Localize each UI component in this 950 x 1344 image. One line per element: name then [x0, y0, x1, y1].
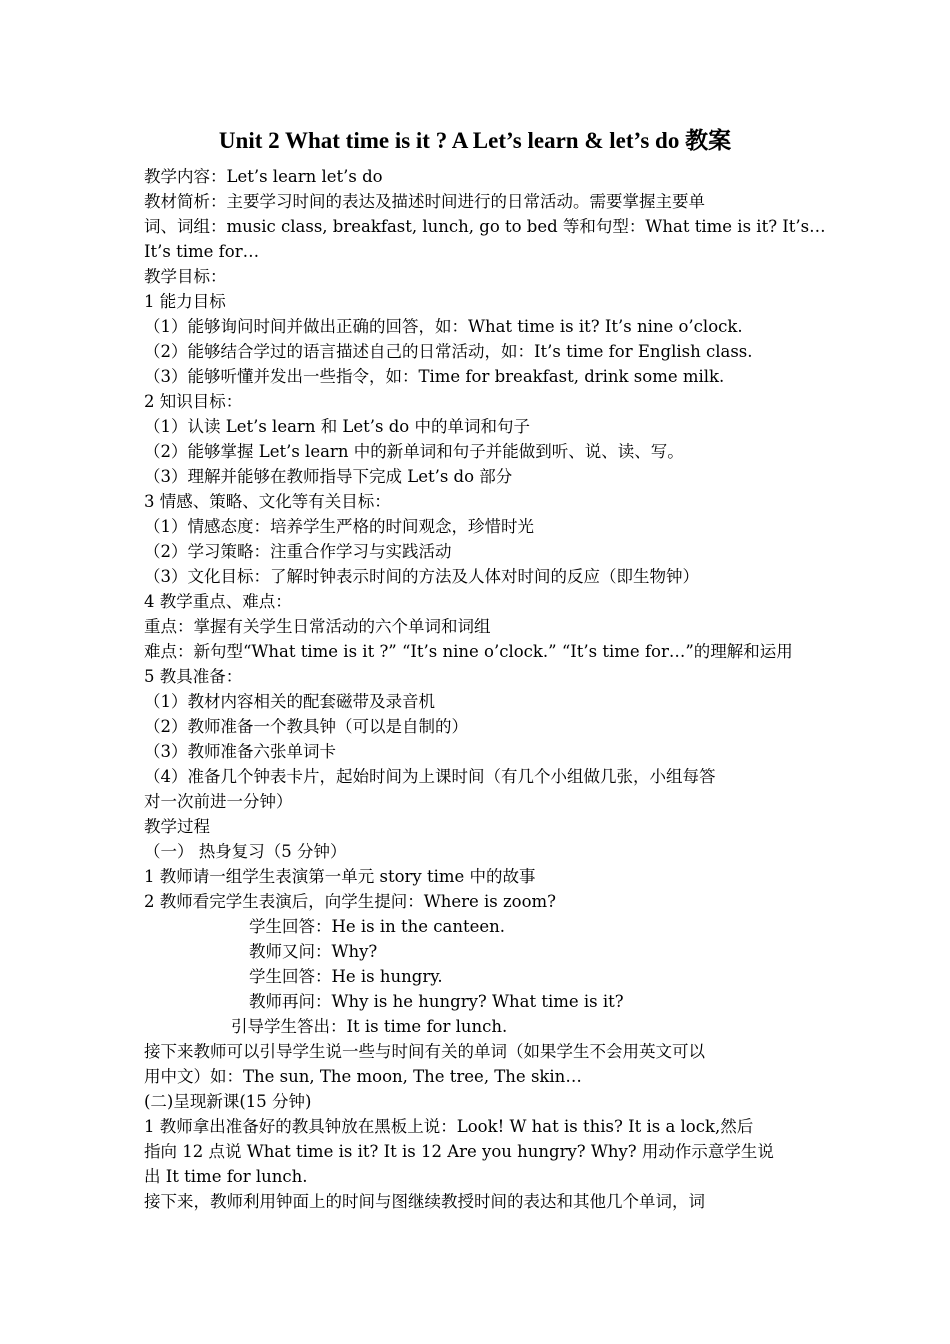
text-line: 教材简析：主要学习时间的表达及描述时间进行的日常活动。需要掌握主要单 [144, 192, 705, 211]
section-heading: 5 教具准备： [144, 667, 243, 686]
document-title: Unit 2 What time is it ? A Let’s learn & let’s do 教案 [218, 128, 732, 153]
section-heading: 教学过程 [144, 817, 210, 836]
text-line: 指向 12 点说 What time is it? It is 12 Are you hungry? Why? 用动作示意学生说 [144, 1142, 774, 1161]
text-line: 1 教师请一组学生表演第一单元 story time 中的故事 [144, 867, 536, 886]
text-line: 难点：新句型“What time is it ?” “It’s nine o’clock.” “It’s time for…”的理解和运用 [144, 642, 793, 661]
section-heading: 2 知识目标： [144, 392, 243, 411]
text-line: 2 教师看完学生表演后，向学生提问：Where is zoom? [144, 892, 557, 911]
text-line: 对一次前进一分钟） [144, 792, 293, 811]
list-item: （3）文化目标：了解时钟表示时间的方法及人体对时间的反应（即生物钟） [144, 567, 699, 586]
list-item: （3）教师准备六张单词卡 [144, 742, 336, 761]
text-line: 出 It time for lunch. [144, 1167, 308, 1186]
dialogue-line: 教师又问：Why? [249, 942, 378, 961]
list-item: （1）能够询问时间并做出正确的回答，如：What time is it? It’s nine o’clock. [144, 317, 743, 336]
dialogue-line: 学生回答：He is in the canteen. [249, 917, 506, 936]
dialogue-line: 引导学生答出：It is time for lunch. [231, 1017, 508, 1036]
text-line: 接下来，教师利用钟面上的时间与图继续教授时间的表达和其他几个单词，词 [144, 1192, 705, 1211]
section-heading: 4 教学重点、难点： [144, 592, 292, 611]
text-line: 用中文）如：The sun, The moon, The tree, The skin… [144, 1067, 582, 1086]
list-item: （4）准备几个钟表卡片，起始时间为上课时间（有几个小组做几张，小组每答 [144, 767, 716, 786]
list-item: （3）能够听懂并发出一些指令，如：Time for breakfast, drink some milk. [144, 367, 725, 386]
list-item: （1）情感态度：培养学生严格的时间观念，珍惜时光 [144, 517, 534, 536]
section-heading: 1 能力目标 [144, 292, 226, 311]
list-item: （3）理解并能够在教师指导下完成 Let’s do 部分 [144, 467, 513, 486]
section-heading: (二)呈现新课(15 分钟) [144, 1092, 312, 1111]
text-line: 教学内容：Let’s learn let’s do [144, 167, 383, 186]
text-line: It’s time for… [144, 242, 260, 261]
section-heading: 3 情感、策略、文化等有关目标： [144, 492, 391, 511]
list-item: （2）学习策略：注重合作学习与实践活动 [144, 542, 452, 561]
section-heading: 教学目标： [144, 267, 227, 286]
text-line: 词、词组：music class, breakfast, lunch, go to bed 等和句型：What time is it? It’s… [144, 217, 826, 236]
text-line: 接下来教师可以引导学生说一些与时间有关的单词（如果学生不会用英文可以 [144, 1042, 705, 1061]
dialogue-line: 学生回答：He is hungry. [249, 967, 443, 986]
document-body [144, 164, 826, 1214]
list-item: （1）教材内容相关的配套磁带及录音机 [144, 692, 435, 711]
list-item: （1）认读 Let’s learn 和 Let’s do 中的单词和句子 [144, 417, 530, 436]
section-heading: （一） 热身复习（5 分钟） [144, 842, 347, 861]
dialogue-line: 教师再问：Why is he hungry? What time is it? [249, 992, 624, 1011]
text-line: 重点：掌握有关学生日常活动的六个单词和词组 [144, 617, 491, 636]
list-item: （2）教师准备一个教具钟（可以是自制的） [144, 717, 468, 736]
list-item: （2）能够结合学过的语言描述自己的日常活动，如：It’s time for English class. [144, 342, 753, 361]
text-line: 1 教师拿出准备好的教具钟放在黑板上说：Look! W hat is this? It is a lock,然后 [144, 1117, 754, 1136]
list-item: （2）能够掌握 Let’s learn 中的新单词和句子并能做到听、说、读、写。 [144, 442, 684, 461]
